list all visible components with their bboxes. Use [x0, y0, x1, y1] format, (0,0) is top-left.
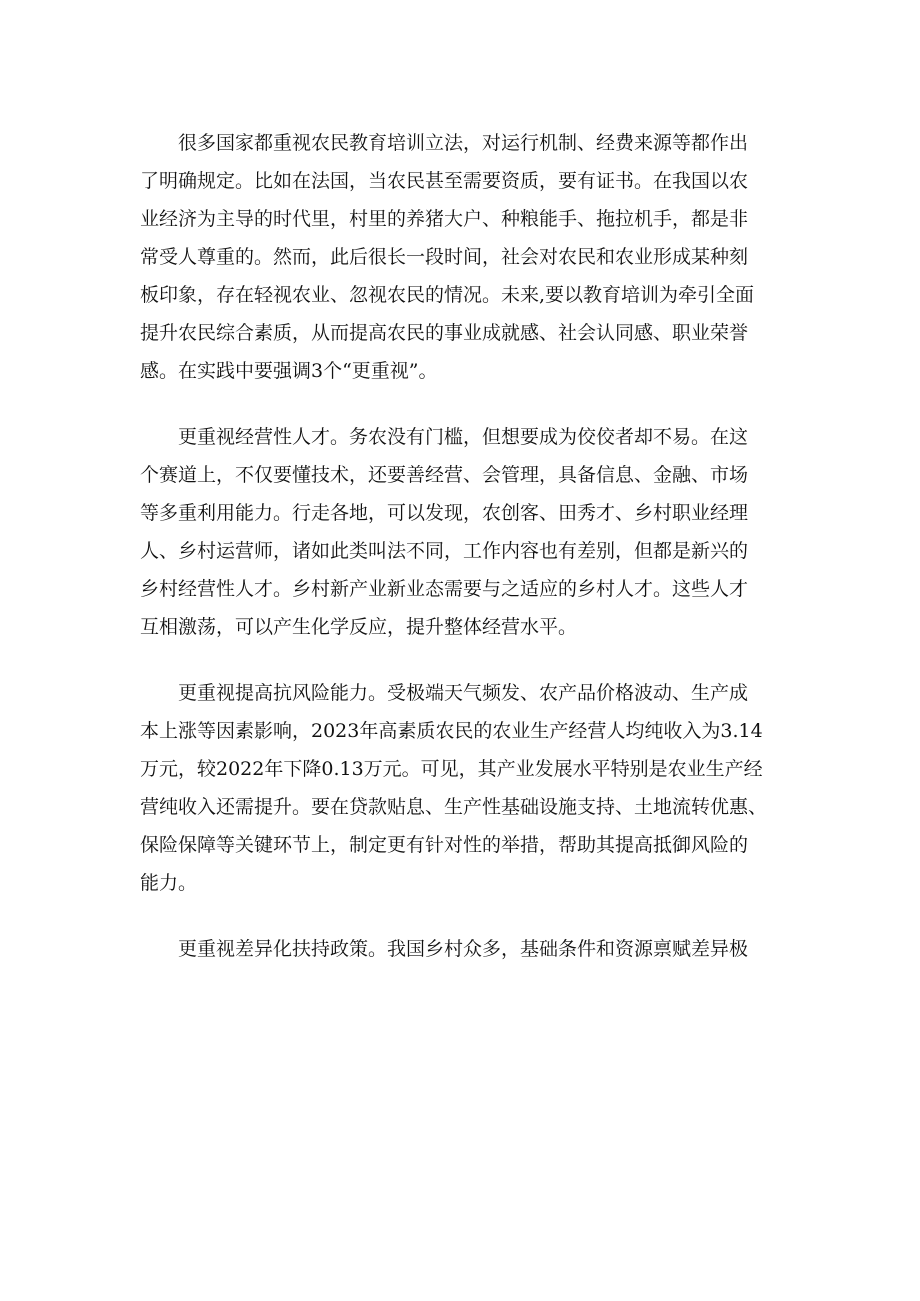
text-line: 能力。	[140, 872, 198, 894]
text-line: 互相激荡，可以产生化学反应，提升整体经营水平。	[140, 616, 578, 638]
document-body	[140, 124, 790, 996]
text-line: 本上涨等因素影响，2023年高素质农民的农业生产经营人均纯收入为3.14	[140, 720, 763, 742]
text-line: 更重视经营性人才。务农没有门槛，但想要成为佼佼者却不易。在这	[178, 426, 749, 448]
text-line: 保险保障等关键环节上，制定更有针对性的举措，帮助其提高抵御风险的	[140, 834, 749, 856]
paragraph-2	[140, 418, 790, 646]
text-line: 个赛道上，不仅要懂技术，还要善经营、会管理，具备信息、金融、市场	[140, 464, 749, 486]
text-line: 感。在实践中要强调3个“更重视”。	[140, 360, 438, 382]
text-line: 人、乡村运营师，诸如此类叫法不同，工作内容也有差别，但都是新兴的	[140, 540, 749, 562]
paragraph-3	[140, 674, 790, 902]
text-line: 等多重利用能力。行走各地，可以发现，农创客、田秀才、乡村职业经理	[140, 502, 749, 524]
text-line: 提升农民综合素质，从而提高农民的事业成就感、社会认同感、职业荣誉	[140, 322, 749, 344]
text-line: 乡村经营性人才。乡村新产业新业态需要与之适应的乡村人才。这些人才	[140, 578, 749, 600]
text-line: 很多国家都重视农民教育培训立法，对运行机制、经费来源等都作出	[178, 132, 749, 154]
text-line: 营纯收入还需提升。要在贷款贴息、生产性基础设施支持、土地流转优惠、	[140, 796, 768, 818]
text-line: 业经济为主导的时代里，村里的养猪大户、种粮能手、拖拉机手，都是非	[140, 208, 749, 230]
paragraph-4	[140, 930, 790, 968]
text-line: 更重视提高抗风险能力。受极端天气频发、农产品价格波动、生产成	[178, 682, 749, 704]
text-line: 板印象，存在轻视农业、忽视农民的情况。未来,要以教育培训为牵引全面	[140, 284, 755, 306]
text-line: 更重视差异化扶持政策。我国乡村众多，基础条件和资源禀赋差异极	[178, 938, 749, 960]
text-line: 万元，较2022年下降0.13万元。可见，其产业发展水平特别是农业生产经	[140, 758, 763, 780]
paragraph-1	[140, 124, 790, 390]
text-line: 常受人尊重的。然而，此后很长一段时间，社会对农民和农业形成某种刻	[140, 246, 749, 268]
text-line: 了明确规定。比如在法国，当农民甚至需要资质，要有证书。在我国以农	[140, 170, 749, 192]
